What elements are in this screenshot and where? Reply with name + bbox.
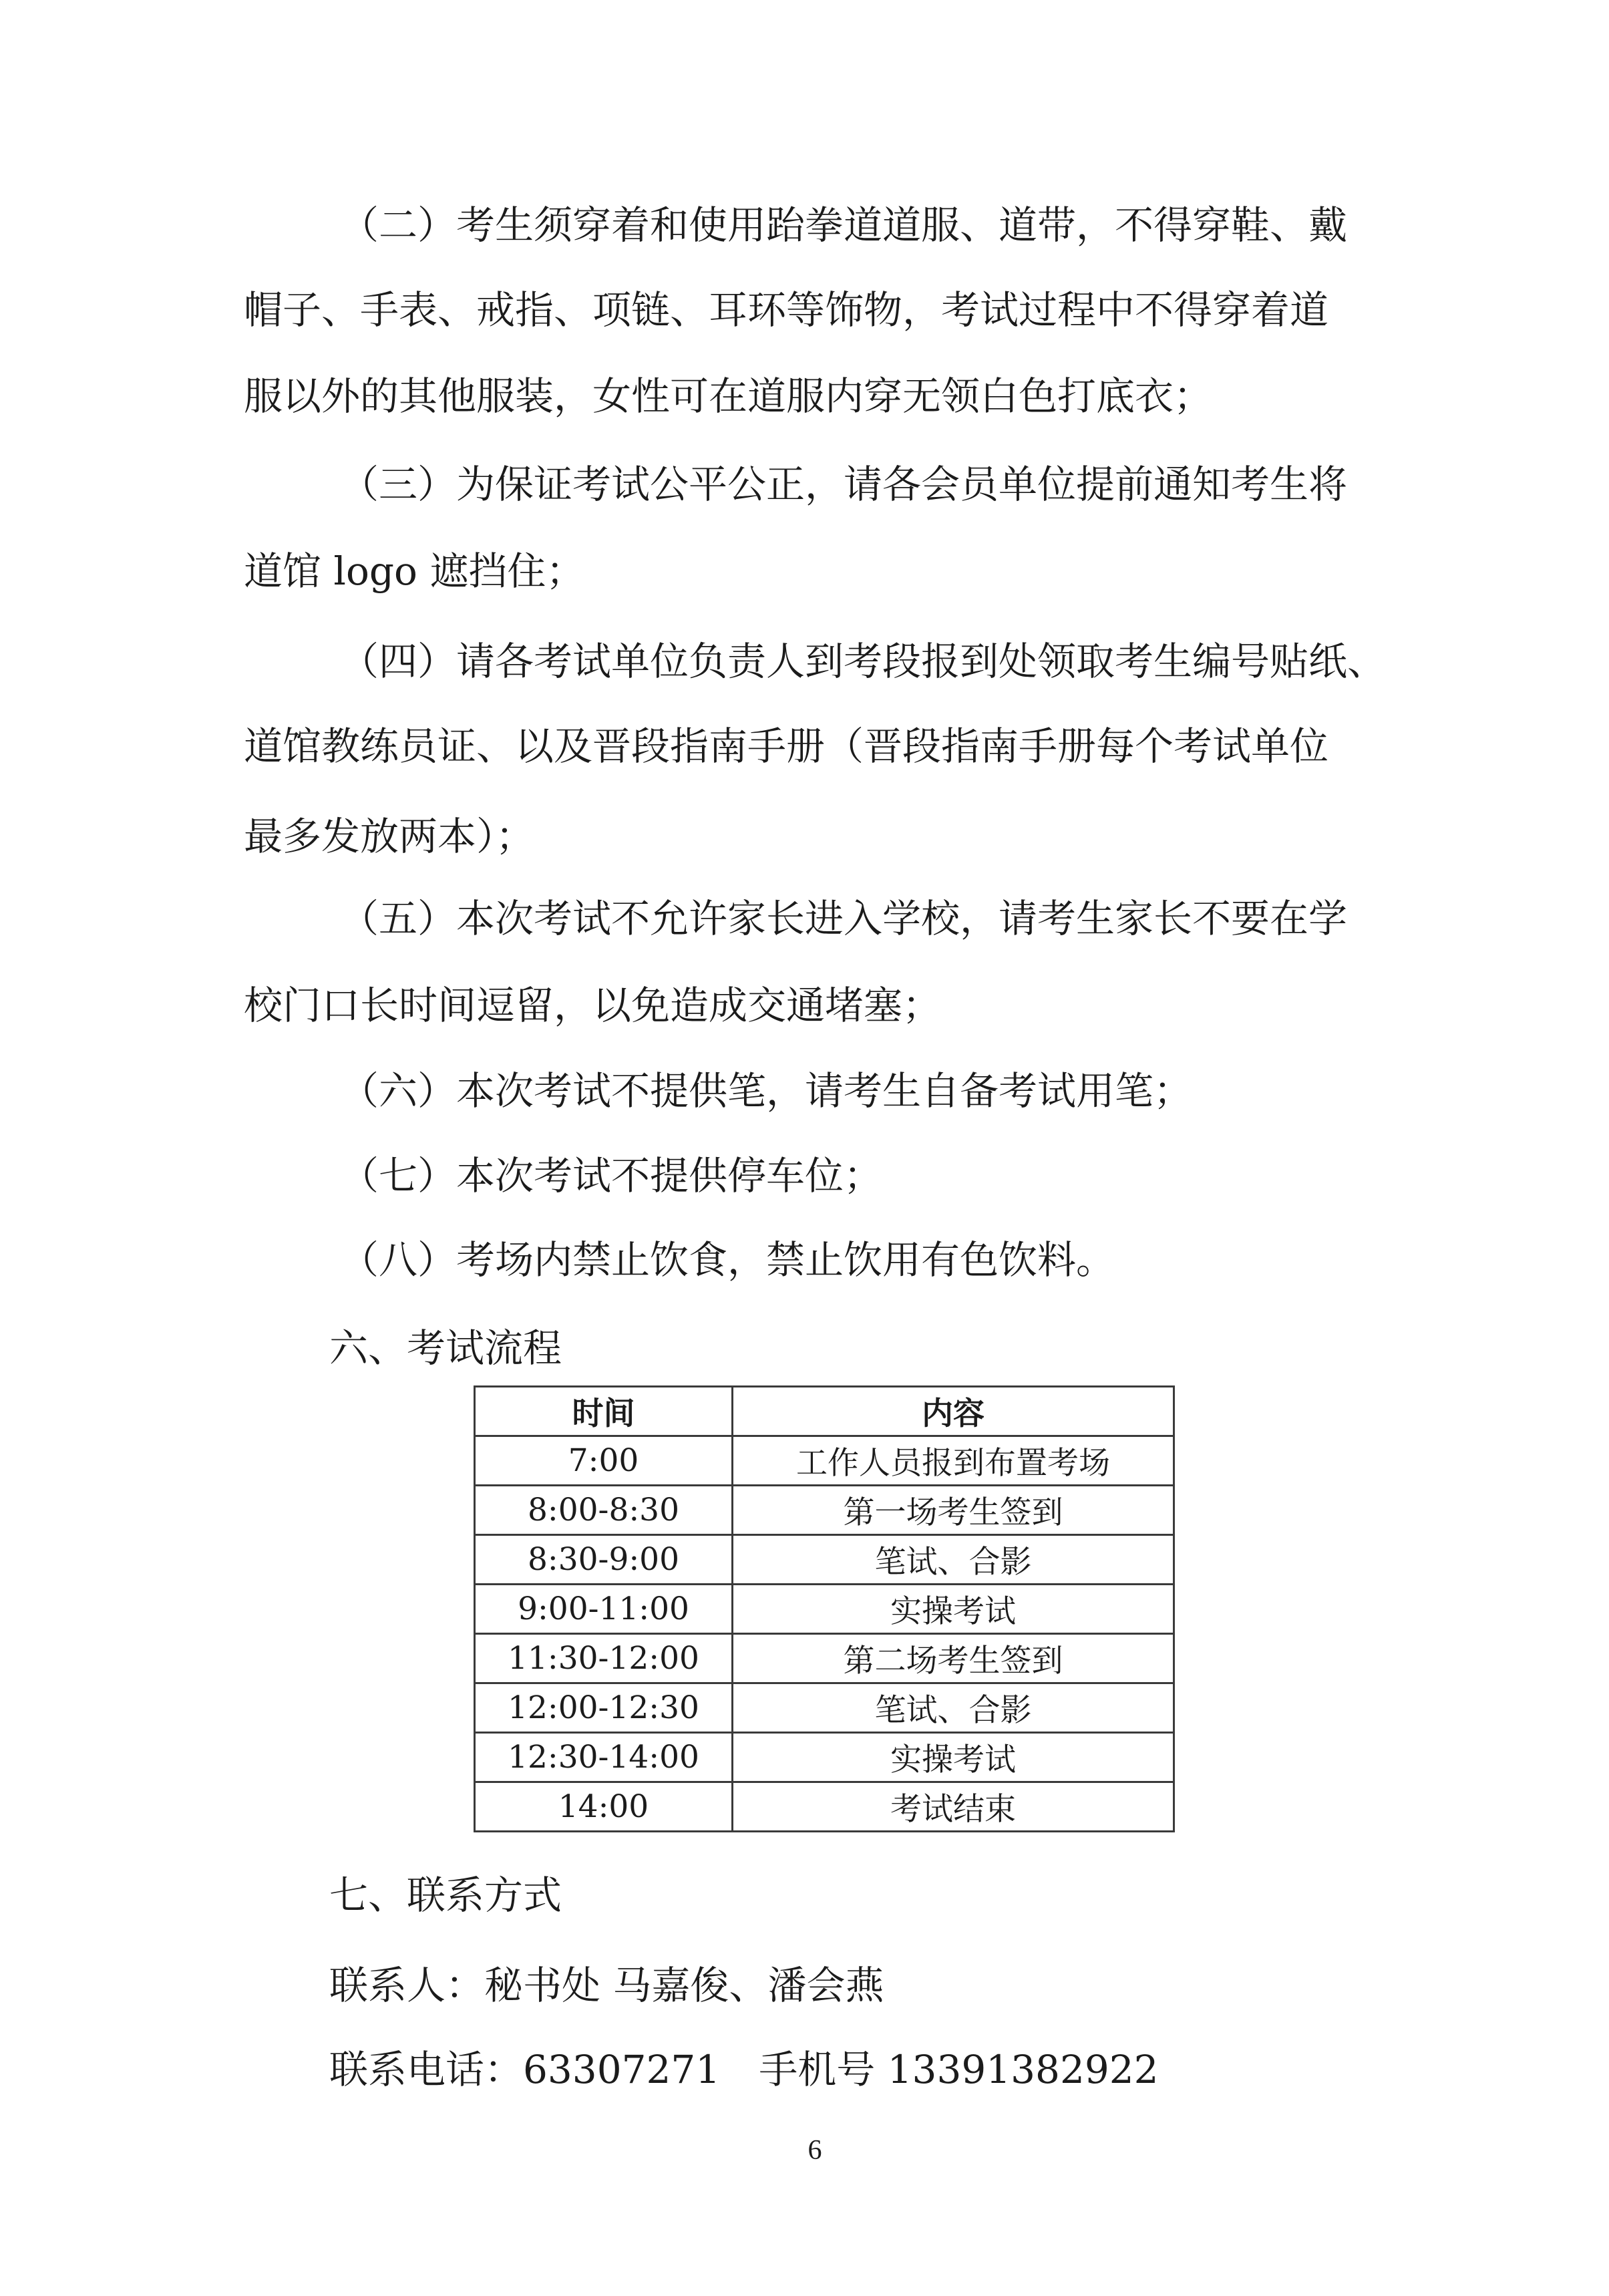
time-cell: 8:30-9:00 [475, 1535, 733, 1585]
table-row [475, 1683, 1174, 1733]
table-row [475, 1486, 1174, 1535]
paragraph-6: （六）本次考试不提供笔，请考生自备考试用笔； [340, 1068, 1193, 1114]
paragraph-5-line-1: （五）本次考试不允许家长进入学校，请考生家长不要在学 [340, 896, 1348, 941]
time-cell: 9:00-11:00 [475, 1585, 733, 1634]
section-7-heading: 七、联系方式 [329, 1872, 562, 1918]
paragraph-7: （七）本次考试不提供停车位； [340, 1153, 883, 1198]
schedule-header-row [475, 1387, 1174, 1436]
time-cell: 11:30-12:00 [475, 1634, 733, 1683]
table-row [475, 1733, 1174, 1782]
page-number: 6 [808, 2135, 822, 2166]
table-row [475, 1535, 1174, 1585]
schedule-table [474, 1385, 1175, 1832]
time-cell: 8:00-8:30 [475, 1486, 733, 1535]
paragraph-4-line-1: （四）请各考试单位负责人到考段报到处领取考生编号贴纸、 [340, 639, 1387, 684]
content-cell: 工作人员报到布置考场 [733, 1436, 1174, 1486]
content-cell: 实操考试 [733, 1733, 1174, 1782]
paragraph-2-line-1: （二）考生须穿着和使用跆拳道道服、道带，不得穿鞋、戴 [340, 202, 1348, 248]
header-time: 时间 [475, 1387, 733, 1436]
paragraph-4-line-2: 道馆教练员证、以及晋段指南手册（晋段指南手册每个考试单位 [244, 723, 1329, 769]
table-row [475, 1782, 1174, 1832]
time-cell: 7:00 [475, 1436, 733, 1486]
paragraph-3-line-2: 道馆 logo 遮挡住； [244, 548, 585, 594]
paragraph-2-line-3: 服以外的其他服装，女性可在道服内穿无领白色打底衣； [244, 373, 1213, 419]
table-row [475, 1436, 1174, 1486]
contact-phone: 联系电话：63307271 手机号 13391382922 [329, 2047, 1159, 2092]
content-cell: 第一场考生签到 [733, 1486, 1174, 1535]
time-cell: 12:00-12:30 [475, 1683, 733, 1733]
paragraph-8: （八）考场内禁止饮食，禁止饮用有色饮料。 [340, 1237, 1115, 1283]
table-row [475, 1634, 1174, 1683]
content-cell: 实操考试 [733, 1585, 1174, 1634]
contact-person: 联系人：秘书处 马嘉俊、潘会燕 [329, 1963, 884, 2008]
paragraph-3-line-1: （三）为保证考试公平公正，请各会员单位提前通知考生将 [340, 462, 1348, 507]
time-cell: 12:30-14:00 [475, 1733, 733, 1782]
section-6-heading: 六、考试流程 [329, 1325, 562, 1371]
paragraph-4-line-3: 最多发放两本）； [244, 814, 535, 859]
content-cell: 考试结束 [733, 1782, 1174, 1832]
content-cell: 笔试、合影 [733, 1683, 1174, 1733]
header-content: 内容 [733, 1387, 1174, 1436]
content-cell: 第二场考生签到 [733, 1634, 1174, 1683]
time-cell: 14:00 [475, 1782, 733, 1832]
paragraph-5-line-2: 校门口长时间逗留，以免造成交通堵塞； [244, 983, 942, 1028]
table-row [475, 1585, 1174, 1634]
paragraph-2-line-2: 帽子、手表、戒指、项链、耳环等饰物，考试过程中不得穿着道 [244, 287, 1329, 333]
content-cell: 笔试、合影 [733, 1535, 1174, 1585]
